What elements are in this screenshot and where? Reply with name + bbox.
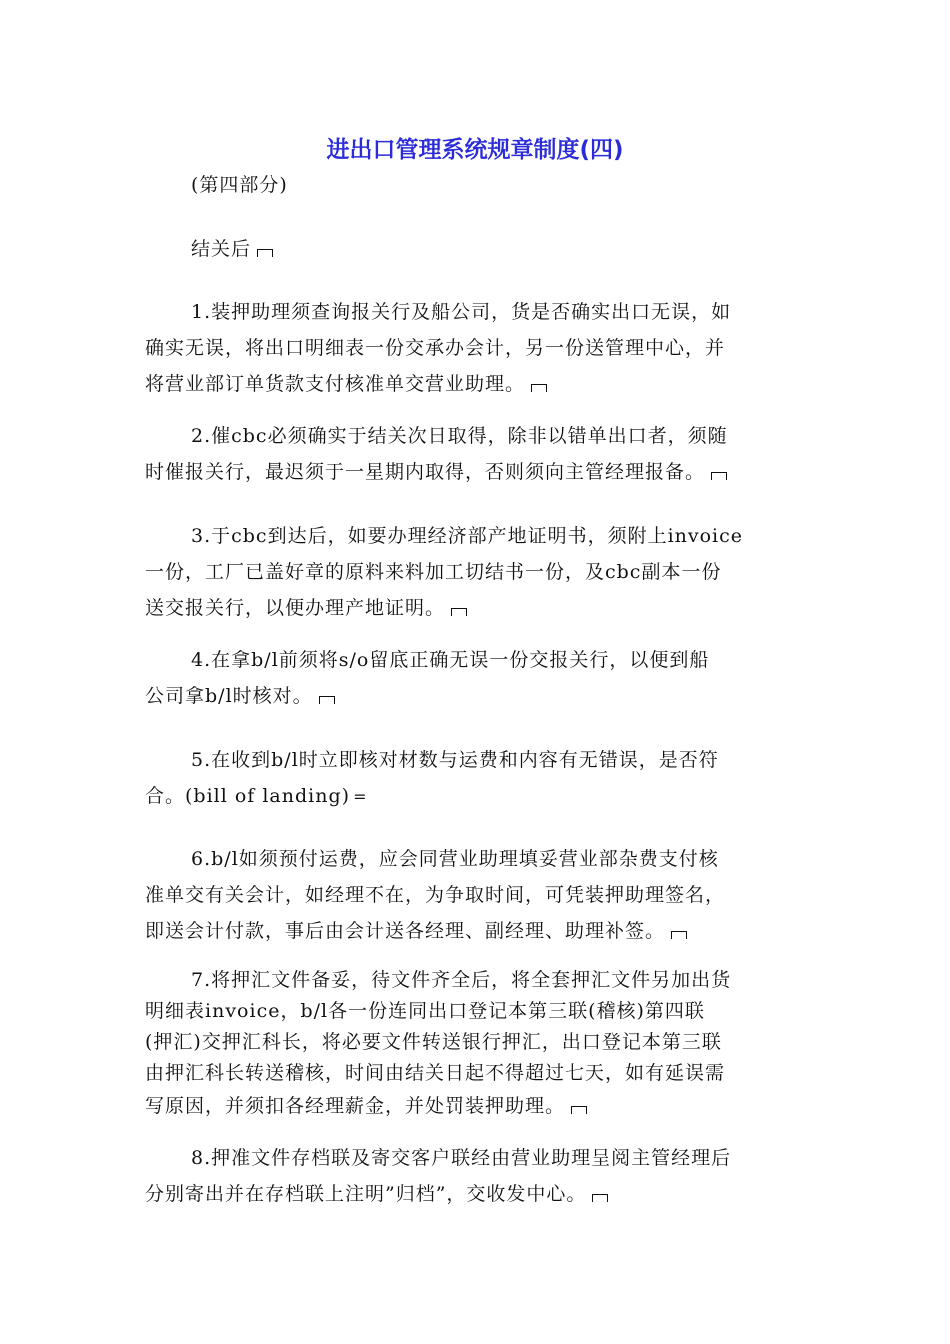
paragraph-4: [145, 642, 807, 714]
paragraph-line: 4.在拿b/l前须将s/o留底正确无误一份交报关行，以便到船: [191, 649, 710, 671]
paragraph-line: 分别寄出并在存档联上注明”归档”，交收发中心。: [145, 1183, 587, 1205]
section-heading-text: 结关后: [191, 238, 252, 260]
paragraph-line: 写原因，并须扣各经理薪金，并处罚装押助理。: [145, 1095, 566, 1117]
paragraph-line: 8.押准文件存档联及寄交客户联经由营业助理呈阅主管经理后: [191, 1147, 732, 1169]
paragraph-mark-icon: [711, 472, 727, 480]
paragraph-line: 确实无误，将出口明细表一份交承办会计，另一份送管理中心，并: [145, 337, 726, 359]
paragraph-mark-icon: [319, 696, 335, 704]
paragraph-5: [145, 742, 807, 814]
paragraph-line: (押汇)交押汇科长，将必要文件转送银行押汇，出口登记本第三联: [145, 1031, 722, 1053]
paragraph-mark-icon: [571, 1106, 587, 1114]
paragraph-line: 明细表invoice，b/l各一份连同出口登记本第三联(稽核)第四联: [145, 1000, 705, 1022]
paragraph-line: 1.装押助理须查询报关行及船公司，货是否确实出口无误，如: [191, 301, 732, 323]
paragraph-3: [145, 518, 807, 626]
paragraph-mark-icon: [671, 931, 687, 939]
subtitle-text: (第四部分): [191, 174, 288, 196]
paragraph-line: 时催报关行，最迟须于一星期内取得，否则须向主管经理报备。: [145, 461, 706, 483]
paragraph-line: 一份，工厂已盖好章的原料来料加工切结书一份，及cbc副本一份: [145, 561, 722, 583]
paragraph-line: 2.催cbc必须确实于结关次日取得，除非以错单出口者，须随: [191, 425, 728, 447]
paragraph-line: 准单交有关会计，如经理不在，为争取时间，可凭装押助理签名，: [145, 884, 726, 906]
paragraph-line: 即送会计付款，事后由会计送各经理、副经理、助理补签。: [145, 920, 666, 942]
document-title: 进出口管理系统规章制度(四): [326, 137, 624, 163]
paragraph-mark-icon: [531, 384, 547, 392]
paragraph-7: [145, 965, 807, 1123]
paragraph-1: [145, 294, 807, 402]
paragraph-mark-icon: [257, 249, 273, 257]
paragraph-line: 送交报关行，以便办理产地证明。: [145, 597, 446, 619]
section-heading: [145, 231, 807, 267]
paragraph-6: [145, 841, 807, 949]
paragraph-line: 由押汇科长转送稽核，时间由结关日起不得超过七天，如有延误需: [145, 1062, 726, 1084]
paragraph-line: 将营业部订单货款支付核准单交营业助理。: [145, 373, 526, 395]
paragraph-line: 7.将押汇文件备妥，待文件齐全后，将全套押汇文件另加出货: [191, 969, 732, 991]
end-mark: =: [353, 787, 368, 806]
paragraph-line: 合。(bill of landing): [145, 785, 351, 807]
paragraph-mark-icon: [592, 1194, 608, 1202]
paragraph-mark-icon: [451, 608, 467, 616]
paragraph-line: 6.b/l如须预付运费，应会同营业助理填妥营业部杂费支付核: [191, 848, 719, 870]
paragraph-2: [145, 418, 807, 490]
paragraph-line: 公司拿b/l时核对。: [145, 685, 313, 707]
paragraph-line: 5.在收到b/l时立即核对材数与运费和内容有无错误，是否符: [191, 749, 719, 771]
paragraph-line: 3.于cbc到达后，如要办理经济部产地证明书，须附上invoice: [191, 525, 744, 547]
paragraph-8: [145, 1140, 807, 1212]
subtitle: [145, 167, 807, 203]
